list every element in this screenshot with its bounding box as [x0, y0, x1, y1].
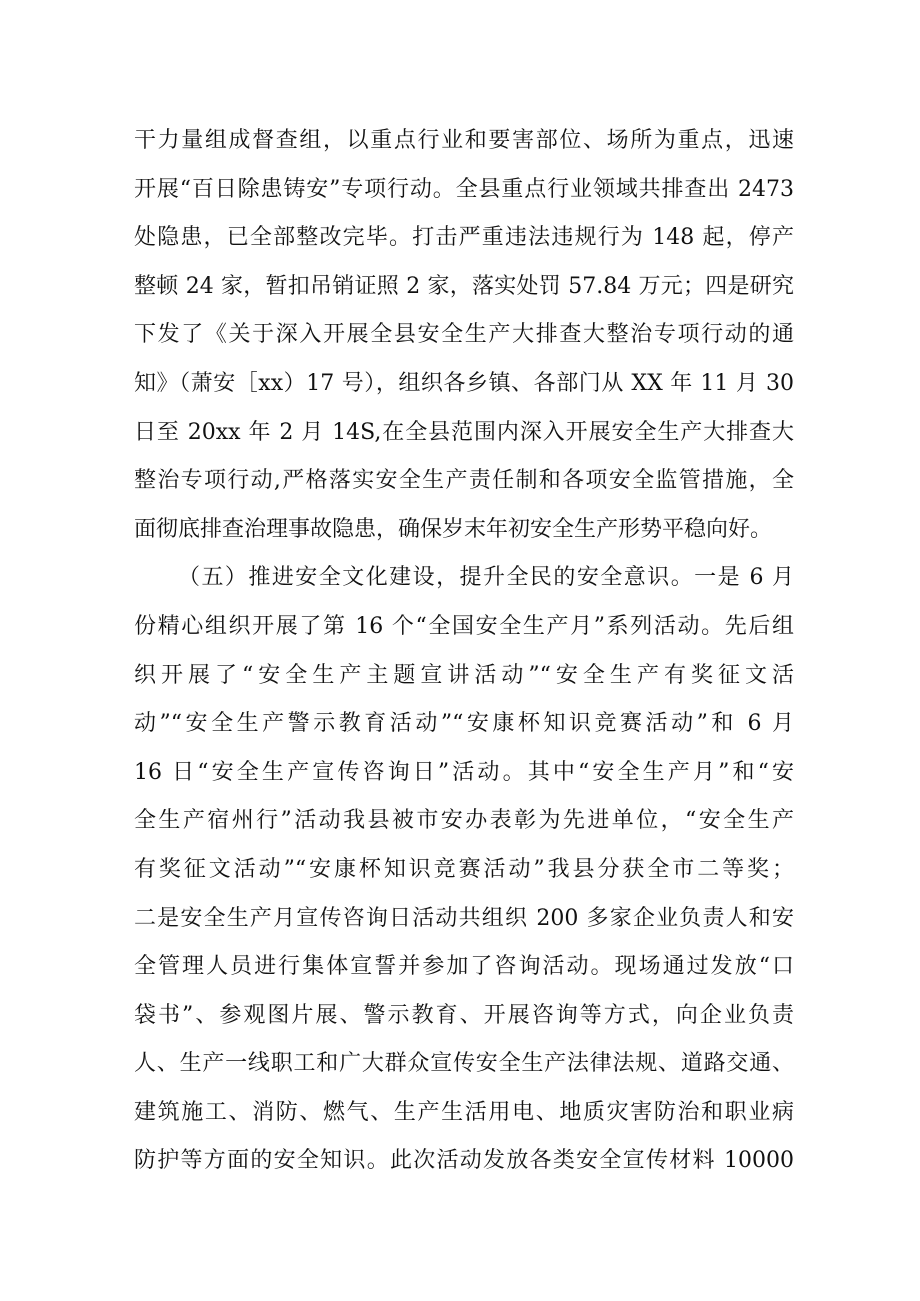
text-line: 全生产宿州行”活动我县被市安办表彰为先进单位，“安全生产: [134, 808, 794, 834]
text-line: 日至 20xx 年 2 月 14S,在全县范围内深入开展安全生产大排查大: [134, 419, 794, 445]
text-line: 动”“安全生产警示教育活动”“安康杯知识竞赛活动”和 6 月: [134, 711, 794, 737]
text-line: 整顿 24 家，暂扣吊销证照 2 家，落实处罚 57.84 万元；四是研究: [134, 273, 794, 299]
text-line: 全管理人员进行集体宣誓并参加了咨询活动。现场通过发放“口: [134, 954, 794, 980]
text-line: 人、生产一线职工和广大群众宣传安全生产法律法规、道路交通、: [134, 1051, 794, 1077]
text-line: 建筑施工、消防、燃气、生产生活用电、地质灾害防治和职业病: [134, 1099, 794, 1125]
text-line: 二是安全生产月宣传咨询日活动共组织 200 多家企业负责人和安: [134, 905, 794, 931]
text-line: 处隐患，已全部整改完毕。打击严重违法违规行为 148 起，停产: [134, 225, 794, 251]
text-line: 干力量组成督查组，以重点行业和要害部位、场所为重点，迅速: [134, 128, 794, 153]
text-line: 面彻底排查治理事故隐患，确保岁末年初安全生产形势平稳向好。: [134, 516, 773, 542]
text-line: 16 日“安全生产宣传咨询日”活动。其中“安全生产月”和“安: [134, 759, 794, 785]
text-line: 下发了《关于深入开展全县安全生产大排查大整治专项行动的通: [134, 322, 794, 348]
document-body: [134, 117, 794, 1186]
text-line: 有奖征文活动”“安康杯知识竞赛活动”我县分获全市二等奖；: [134, 856, 794, 882]
paragraph-start-line: （五）推进安全文化建设，提升全民的安全意识。一是 6 月: [178, 565, 794, 591]
text-line: 织开展了“安全生产主题宣讲活动”“安全生产有奖征文活: [134, 662, 794, 688]
text-line: 份精心组织开展了第 16 个“全国安全生产月”系列活动。先后组: [134, 613, 794, 639]
text-line: 防护等方面的安全知识。此次活动发放各类安全宣传材料 10000: [134, 1148, 794, 1174]
text-line: 袋书”、参观图片展、警示教育、开展咨询等方式，向企业负责: [134, 1002, 794, 1028]
text-line: 开展“百日除患铸安”专项行动。全县重点行业领域共排查出 2473: [134, 176, 794, 202]
text-line: 知》（萧安［xx）17 号），组织各乡镇、各部门从 XX 年 11 月 30: [134, 370, 794, 396]
text-line: 整治专项行动,严格落实安全生产责任制和各项安全监管措施，全: [134, 468, 794, 494]
